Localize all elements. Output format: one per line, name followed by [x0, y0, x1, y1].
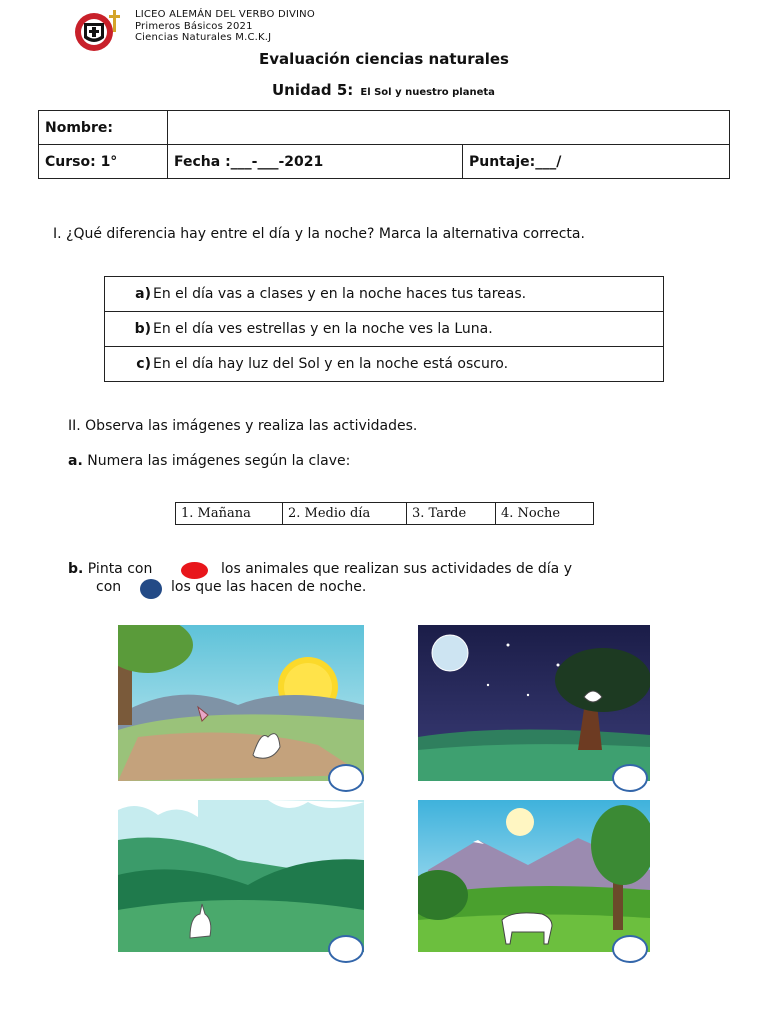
blue-color-swatch — [140, 579, 162, 599]
image-3-number-circle[interactable] — [328, 935, 364, 963]
grade-label: Primeros Básicos 2021 — [135, 21, 253, 32]
unit-label: Unidad 5: — [272, 81, 354, 99]
nombre-field[interactable] — [168, 111, 730, 145]
question-2b-text2: los animales que realizan sus actividades de día y — [221, 561, 572, 577]
option-c-text: En el día hay luz del Sol y en la noche está oscuro. — [153, 356, 509, 372]
question-2b-label: b. — [68, 561, 84, 577]
image-4-number-circle[interactable] — [612, 935, 648, 963]
question-2b-line1 — [68, 560, 152, 578]
red-color-swatch — [181, 562, 208, 579]
question-2b-text4: los que las hacen de noche. — [171, 579, 367, 595]
puntaje-field[interactable]: Puntaje:___/ — [463, 145, 730, 179]
page-title: Evaluación ciencias naturales — [259, 50, 509, 68]
cow-morning-image — [418, 800, 650, 952]
image-1-number-circle[interactable] — [328, 764, 364, 792]
owl-night-image — [418, 625, 650, 781]
question-2a-label: a. — [68, 453, 83, 469]
question-1-text: I. ¿Qué diferencia hay entre el día y la noche? Marca la alternativa correcta. — [53, 226, 585, 242]
option-b-letter: b) — [134, 321, 151, 337]
option-c[interactable] — [105, 347, 663, 381]
question-2b-text1: Pinta con — [87, 561, 153, 577]
option-c-letter: c) — [136, 356, 151, 372]
subject-label: Ciencias Naturales M.C.K.J — [135, 32, 272, 43]
rooster-day-image — [118, 625, 364, 781]
key-table — [175, 502, 594, 525]
question-2b-text3: con — [96, 579, 122, 595]
option-b[interactable] — [105, 312, 663, 347]
option-a-text: En el día vas a clases y en la noche haces tus tareas. — [153, 286, 527, 302]
key-morning: 1. Mañana — [176, 503, 283, 525]
key-night: 4. Noche — [496, 503, 594, 525]
curso-label: Curso: 1° — [39, 145, 168, 179]
question-2a-text: Numera las imágenes según la clave: — [87, 453, 351, 469]
option-b-text: En el día ves estrellas y en la noche ves la Luna. — [153, 321, 493, 337]
key-afternoon: 3. Tarde — [407, 503, 496, 525]
question-2-text: II. Observa las imágenes y realiza las actividades. — [68, 418, 418, 434]
fecha-field[interactable]: Fecha :___-___-2021 — [168, 145, 463, 179]
school-name: LICEO ALEMÁN DEL VERBO DIVINO — [135, 9, 315, 20]
student-info-table — [38, 110, 730, 179]
image-2-number-circle[interactable] — [612, 764, 648, 792]
key-noon: 2. Medio día — [283, 503, 407, 525]
option-a-letter: a) — [135, 286, 151, 302]
question-2a — [68, 452, 350, 470]
question-1-options — [104, 276, 664, 382]
nombre-label: Nombre: — [39, 111, 168, 145]
rabbit-hills-image — [118, 800, 364, 952]
school-logo — [72, 8, 124, 52]
unit-heading — [272, 80, 495, 99]
unit-name: El Sol y nuestro planeta — [360, 87, 495, 98]
option-a[interactable] — [105, 277, 663, 312]
